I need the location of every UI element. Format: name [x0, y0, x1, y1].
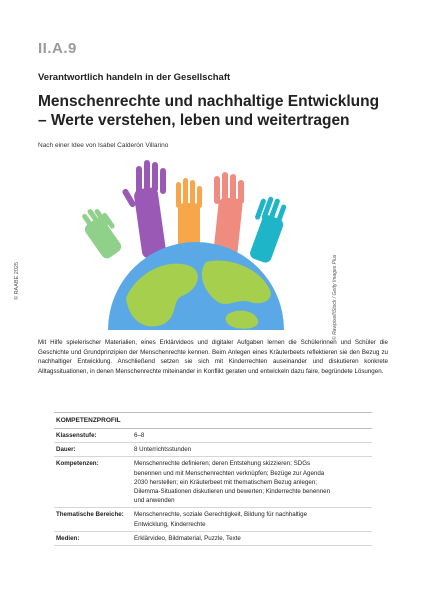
- image-credit: © Rawpixel/iStock / Getty Images Plus: [332, 254, 338, 340]
- page-title: Menschenrechte und nachhaltige Entwicklung – Werte verstehen, leben und weitertragen: [38, 93, 380, 129]
- profile-value: 6–8: [134, 432, 145, 439]
- profile-label: Klassenstufe:: [56, 432, 97, 439]
- profile-row: [54, 532, 372, 546]
- profile-row: [54, 443, 372, 457]
- competence-profile: [54, 412, 372, 546]
- profile-row: [54, 508, 372, 531]
- profile-value: Erklärvideo, Bildmaterial, Puzzle, Texte: [134, 534, 241, 542]
- profile-label: Thematische Bereiche:: [56, 511, 124, 519]
- profile-label: Dauer:: [56, 446, 76, 454]
- profile-row: [54, 457, 372, 508]
- intro-paragraph: Mit Hilfe spielerischer Materialien, eines Erklärvideos und digitaler Aufgaben lernen die Schülerinnen und Schüler die Geschichte und Grundprinzipien der Menschenrechte kennen. Beim Anlegen eines Kräuterbeets reflektieren sie den Bezug zu nachhaltiger Entwicklung. Anschließend setzen sie sich mit Kinderrechten auseinander und diskutieren konkrete Alltagssituationen, in denen Menschenrechte miteinander in Konflikt geraten und entwickeln dazu faire, begründete Lösungen.: [38, 339, 388, 375]
- unit-code: II.A.9: [38, 40, 77, 57]
- copyright-note: © RAABE 2025: [14, 262, 20, 300]
- hands-globe-illustration: [78, 158, 314, 330]
- author-line: Nach einer Idee von Isabel Calderón Villarino: [38, 142, 169, 149]
- profile-value: Menschenrechte, soziale Gerechtigkeit, Bildung für nachhaltige Entwicklung, Kinderrechte: [134, 511, 308, 528]
- profile-value: Menschenrechte definieren; deren Entstehung skizzieren; SDGs benennen und mit Menschenrechten verknüpfen; Bezüge zur Agenda 2030 herstellen; ein Kräuterbeet mit thematischem Bezug anlegen; Dilemma-Situationen diskutieren und bewerten; Kinderrechte benennen und anwenden: [134, 460, 331, 505]
- profile-title: KOMPETENZPROFIL: [54, 412, 372, 429]
- hand-purple-icon: [121, 160, 166, 259]
- profile-label: Medien:: [56, 534, 80, 542]
- profile-row: [54, 429, 372, 443]
- hand-green-icon: [81, 208, 123, 261]
- section-kicker: Verantwortlich handeln in der Gesellschaft: [38, 72, 231, 83]
- hand-teal-icon: [248, 196, 286, 264]
- profile-value: 8 Unterrichtsstunden: [134, 446, 192, 454]
- profile-label: Kompetenzen:: [56, 460, 99, 468]
